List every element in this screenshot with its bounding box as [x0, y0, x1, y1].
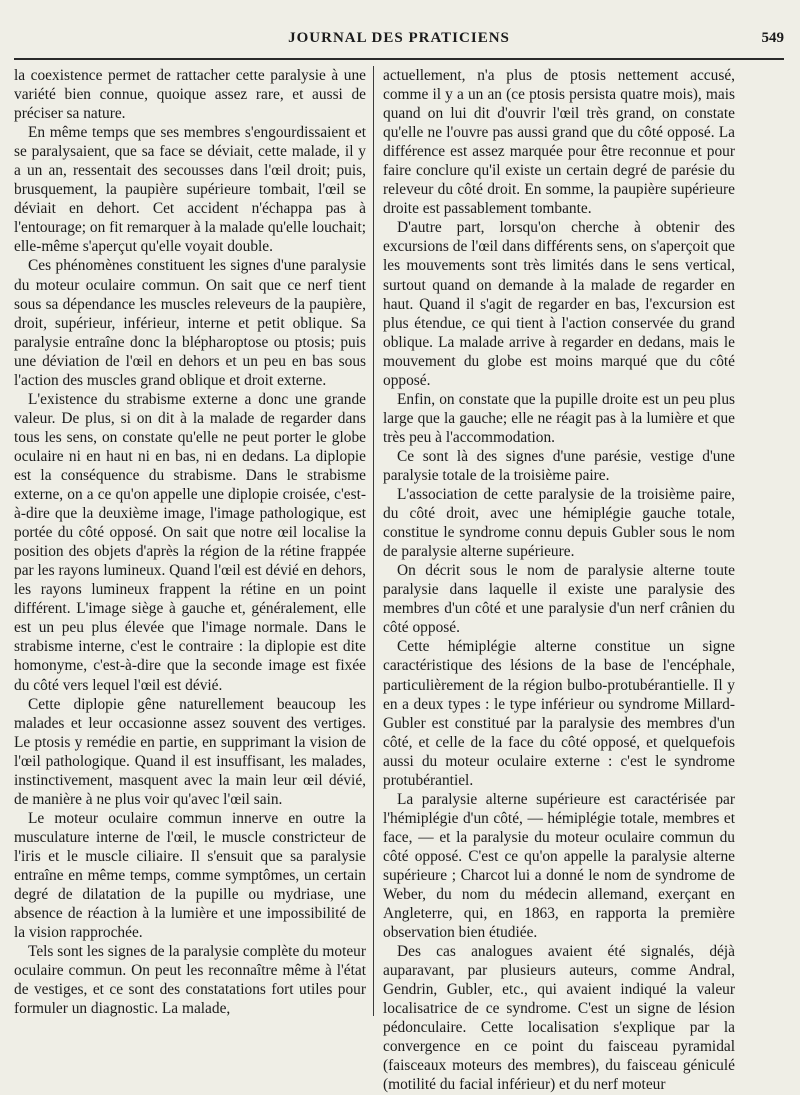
column-divider — [373, 66, 374, 1016]
paragraph: Le moteur oculaire commun innerve en outre la musculature interne de l'œil, le muscle constricteur de l'iris et le muscle ciliaire. Il s'ensuit que sa paralysie entraîne en même temps, comme symptômes, un certain degré de dilatation de la pupille ou mydriase, une absence de réaction à la lumière et une impossibilité de la vision rapprochée. — [14, 809, 366, 942]
paragraph: Ces phénomènes constituent les signes d'une paralysie du moteur oculaire commun. On sait que ce nerf tient sous sa dépendance les muscles releveurs de la paupière, droit, supérieur, inférieur, interne et petit oblique. Sa paralysie entraîne donc la blépharoptose ou ptosis; puis une déviation de l'œil en dehors et un peu en bas sous l'action des muscles grand oblique et droit externe. — [14, 257, 366, 389]
paragraph: Tels sont les signes de la paralysie complète du moteur oculaire commun. On peut les reconnaître même à l'état de vestiges, et ce sont des constatations fort utiles pour formuler un diagnostic. La malade, — [14, 943, 366, 1018]
journal-title: JOURNAL DES PRATICIENS — [288, 30, 510, 46]
paragraph: Cette hémiplégie alterne constitue un signe caractéristique des lésions de la base de l'encéphale, particulièrement de la région bulbo-protubérantielle. Il y en a deux types : le type inférieur ou syndrome Millard-Gubler est constitué par la paralysie des membres d'un côté, et celle de la face du côté opposé, et quelquefois aussi du moteur oculaire externe : c'est le syndrome protubérantiel. — [383, 638, 735, 789]
page-number: 549 — [761, 30, 784, 46]
paragraph: La paralysie alterne supérieure est caractérisée par l'hémiplégie d'un côté, — hémiplégie totale, membres et face, — et la paralysie du moteur oculaire commun du côté opposé. C'est ce qu'on appelle la paralysie alterne supérieure ; Charcot lui a donné le nom de syndrome de Weber, du nom du médecin allemand, exerçant en Angleterre, qui, en 1863, en rapporta la première observation bien étudiée. — [383, 790, 735, 942]
left-column — [14, 66, 366, 1018]
paragraph: L'existence du strabisme externe a donc une grande valeur. De plus, si on dit à la malade de regarder dans tous les sens, on constate qu'elle ne peut porter le globe oculaire ni en haut ni en bas, ni en dedans. La diplopie est la conséquence du strabisme. Dans le strabisme externe, on a ce qu'on appelle une diplopie croisée, c'est-à-dire que la deuxième image, l'image pathologique, est portée du côté opposé. On sait que notre œil localise la position des objets d'après la région de la rétine frappée par les rayons lumineux. Quand l'œil est dévié en dehors, les rayons lumineux frappent la rétine en un point différent. L'image siège à gauche et, généralement, elle est un peu plus élevée que l'image normale. Dans le strabisme interne, c'est le contraire : la diplopie est dite homonyme, c'est-à-dire que la seconde image est fixée du côté vers lequel l'œil est dévié. — [14, 390, 366, 694]
right-column — [383, 66, 735, 1095]
paragraph: Des cas analogues avaient été signalés, déjà auparavant, par plusieurs auteurs, comme Andral, Gendrin, Gubler, etc., qui avaient indiqué la valeur localisatrice de ce syndrome. C'est un signe de lésion pédonculaire. Cette localisation s'explique par la convergence en ce point du faisceau pyramidal (faisceaux moteurs des membres), du faisceau géniculé (motilité du facial inférieur) et du nerf moteur — [383, 943, 735, 1094]
paragraph: D'autre part, lorsqu'on cherche à obtenir des excursions de l'œil dans différents sens, on s'aperçoit que les mouvements sont très limités dans le sens vertical, surtout quand on demande à la malade de regarder en haut. Quand il s'agit de regarder en bas, l'excursion est plus étendue, ce qui tient à l'action conservée du grand oblique. La malade arrive à regarder en dedans, mais le mouvement du globe est moins marqué que du côté opposé. — [383, 219, 735, 389]
paragraph: L'association de cette paralysie de la troisième paire, du côté droit, avec une hémiplégie gauche totale, constitue le syndrome connu depuis Gubler sous le nom de paralysie alterne supérieure. — [383, 486, 735, 561]
paragraph: actuellement, n'a plus de ptosis nettement accusé, comme il y a un an (ce ptosis persista quatre mois), mais quand on lui dit d'ouvrir l'œil très grand, on constate qu'elle ne l'ouvre pas aussi grand que du côté opposé. La différence est assez marquée pour être reconnue et pour faire conclure qu'il existe un certain degré de parésie du releveur du côté droit. En somme, la paupière supérieure droite est passablement tombante. — [383, 67, 735, 218]
page-header — [14, 30, 784, 52]
header-rule — [14, 58, 784, 60]
paragraph: En même temps que ses membres s'engourdissaient et se paralysaient, que sa face se déviait, cette malade, il y a un an, ressentait des secousses dans l'œil droit; puis, brusquement, la paupière supérieure tombait, l'œil se déviait en dehort. Cet accident n'échappa pas à l'entourage; on fit remarquer à la malade qu'elle louchait; elle-même s'aperçut qu'elle voyait double. — [14, 124, 366, 256]
paragraph: On décrit sous le nom de paralysie alterne toute paralysie dans laquelle il existe une paralysie des membres d'un côté et une paralysie d'un nerf crânien du côté opposé. — [383, 562, 735, 637]
paragraph: la coexistence permet de rattacher cette paralysie à une variété bien connue, quoique assez rare, et aussi de préciser sa nature. — [14, 67, 366, 123]
paragraph: Cette diplopie gêne naturellement beaucoup les malades et leur occasionne assez souvent des vertiges. Le ptosis y remédie en partie, en supprimant la vision de l'œil pathologique. Quand il est insuffisant, les malades, instinctivement, masquent avec la main leur œil dévié, de manière à ne plus voir qu'avec l'œil sain. — [14, 695, 366, 808]
paragraph: Ce sont là des signes d'une parésie, vestige d'une paralysie totale de la troisième paire. — [383, 447, 735, 484]
paragraph: Enfin, on constate que la pupille droite est un peu plus large que la gauche; elle ne réagit pas à la lumière et que très peu à l'accommodation. — [383, 390, 735, 446]
